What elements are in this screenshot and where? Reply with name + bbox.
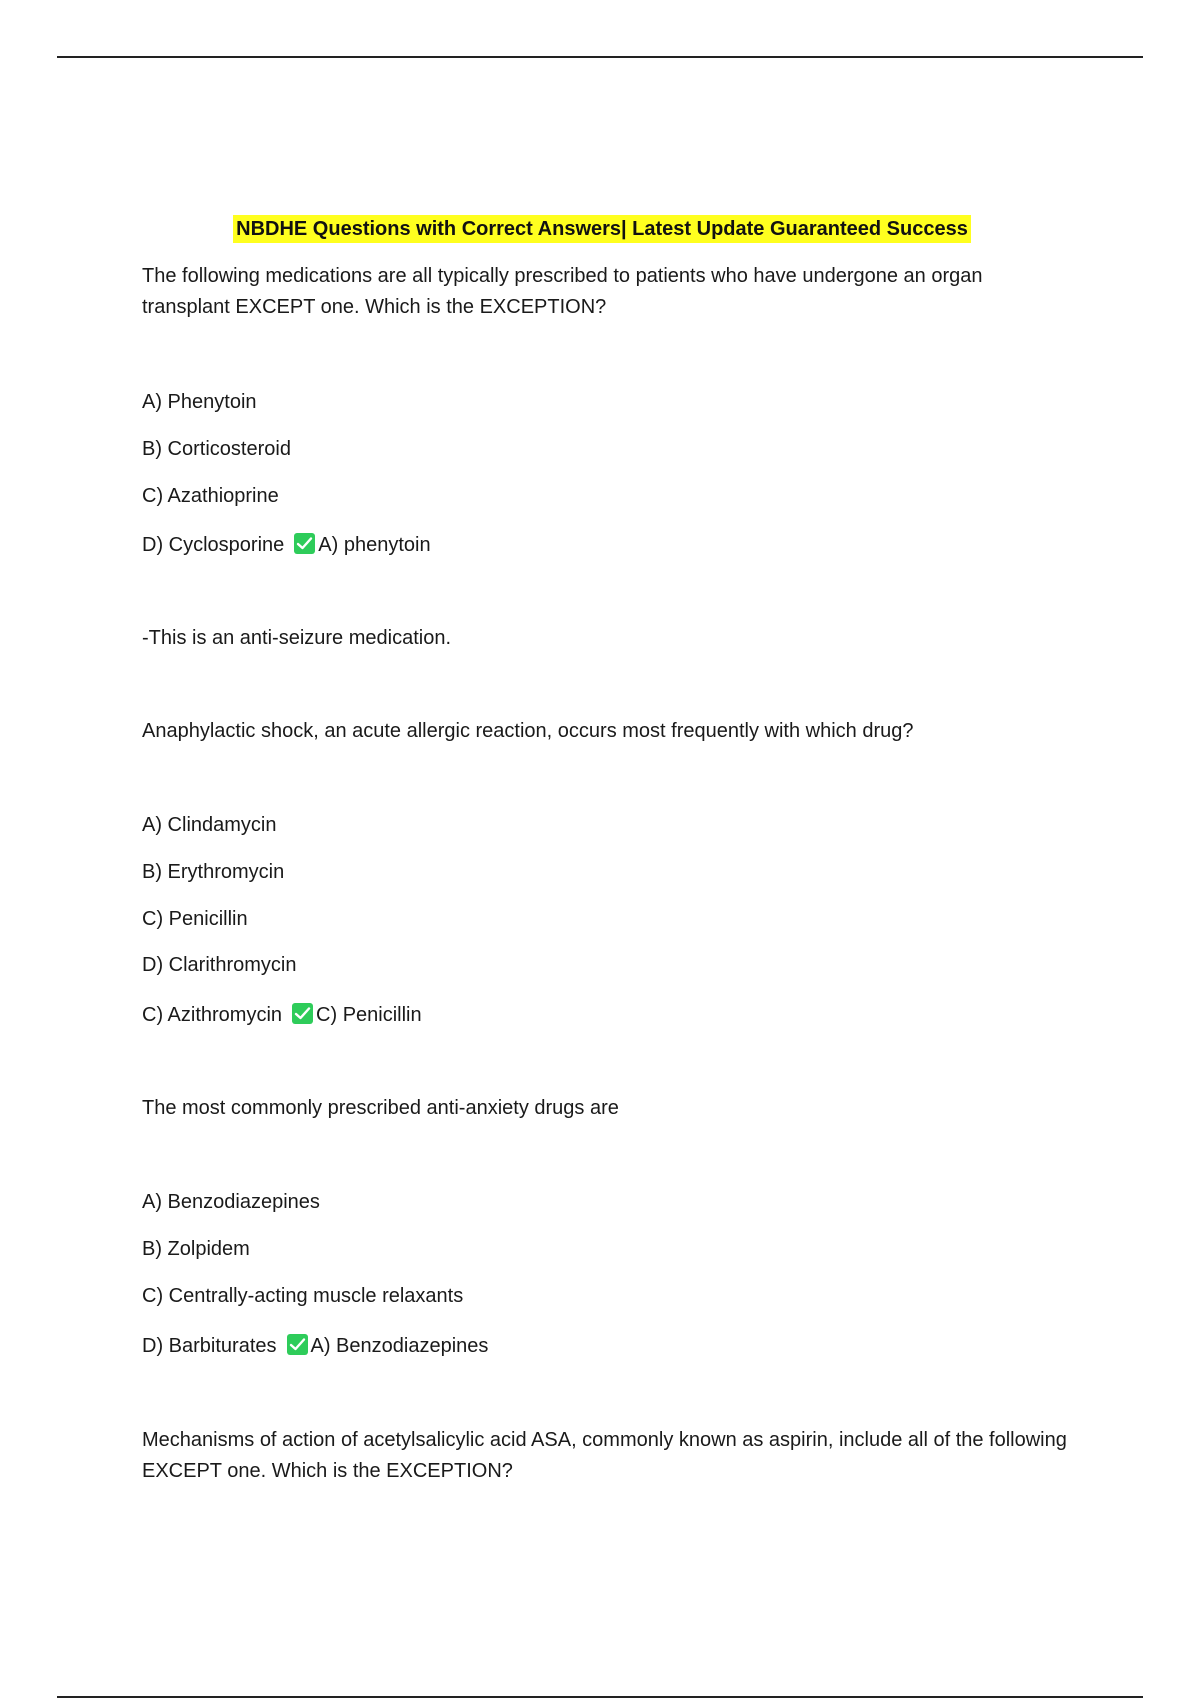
q1-answer: A) phenytoin <box>318 534 431 556</box>
footer-rule <box>57 1696 1143 1698</box>
q3-option-d: D) Barbiturates <box>142 1335 277 1357</box>
q2-answer: C) Penicillin <box>316 1004 422 1026</box>
q3-answer: A) Benzodiazepines <box>310 1335 489 1357</box>
check-icon <box>287 1334 308 1355</box>
q2-option-d: D) Clarithromycin <box>142 954 297 976</box>
document-title: NBDHE Questions with Correct Answers| Latest Update Guaranteed Success <box>233 215 971 243</box>
q2-option-c: C) Penicillin <box>142 908 248 930</box>
q3-option-b: B) Zolpidem <box>142 1238 250 1260</box>
question-2-text: Anaphylactic shock, an acute allergic reaction, occurs most frequently with which drug? <box>142 720 914 742</box>
question-3-text: The most commonly prescribed anti-anxiety drugs are <box>142 1097 619 1119</box>
question-4-text: Mechanisms of action of acetylsalicylic acid ASA, commonly known as aspirin, include all of the following EXCEPT one. Which is the EXCEPTION? <box>142 1429 1067 1482</box>
q1-option-b: B) Corticosteroid <box>142 438 291 460</box>
q2-option-a: A) Clindamycin <box>142 814 277 836</box>
q2-option-e: C) Azithromycin <box>142 1004 283 1026</box>
q1-option-a: A) Phenytoin <box>142 391 257 413</box>
header-rule <box>57 56 1143 58</box>
q2-option-e-row <box>142 1000 422 1031</box>
document-title-wrap <box>142 215 1062 243</box>
q3-option-c: C) Centrally-acting muscle relaxants <box>142 1285 464 1307</box>
q3-option-d-row <box>142 1331 488 1362</box>
q1-option-c: C) Azathioprine <box>142 485 279 507</box>
q2-option-b: B) Erythromycin <box>142 861 285 883</box>
check-icon <box>294 533 315 554</box>
q1-rationale: -This is an anti-seizure medication. <box>142 627 452 649</box>
q1-option-d-row <box>142 530 431 561</box>
question-1-text: The following medications are all typically prescribed to patients who have undergone an organ transplant EXCEPT one. Which is the EXCEPTION? <box>142 265 983 318</box>
check-icon <box>292 1003 313 1024</box>
q3-option-a: A) Benzodiazepines <box>142 1191 320 1213</box>
q1-option-d: D) Cyclosporine <box>142 534 285 556</box>
